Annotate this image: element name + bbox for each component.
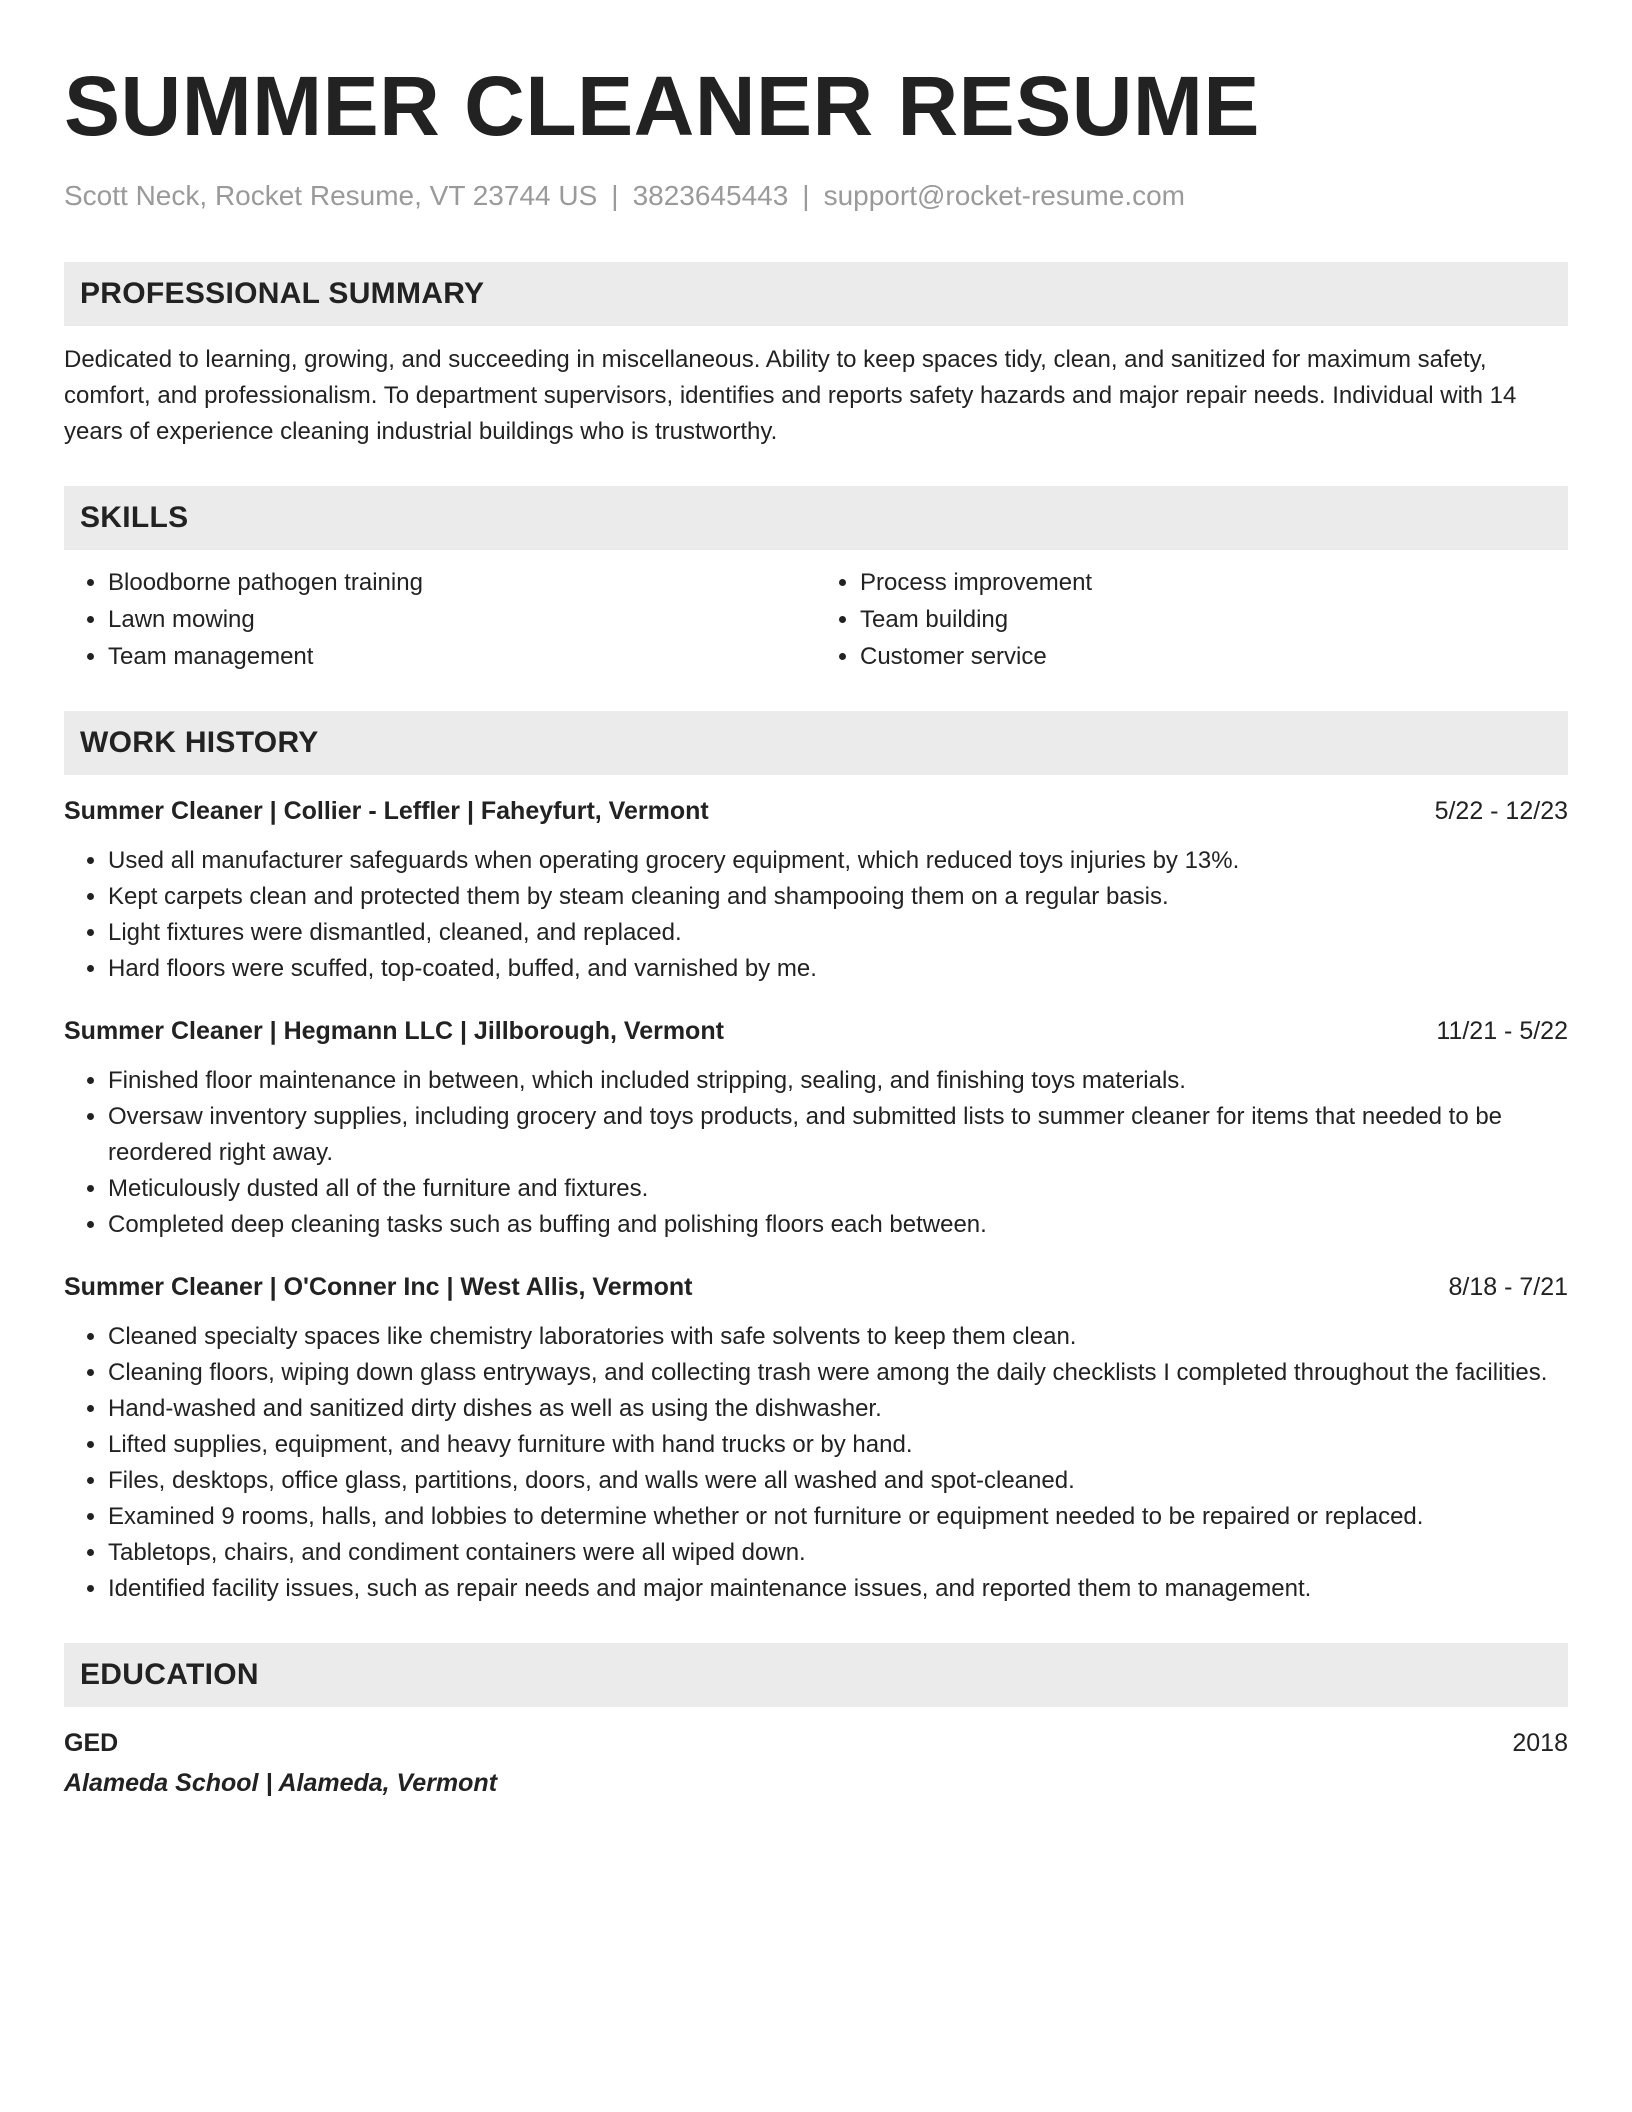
contact-phone: 3823645443 (632, 180, 789, 211)
job-bullet: • Completed deep cleaning tasks such as buffing and polishing floors each between. (108, 1207, 1568, 1243)
job-entry (64, 1269, 1568, 1607)
resume-title: SUMMER CLEANER RESUME (64, 59, 1260, 153)
education-degree: GED (64, 1729, 119, 1757)
education-header (64, 1725, 1568, 1761)
skill-item: • Process improvement (860, 564, 1568, 601)
skill-item: • Customer service (860, 638, 1568, 675)
job-bullet: • Used all manufacturer safeguards when operating grocery equipment, which reduced toys injuries by 13%. (108, 843, 1568, 879)
job-bullet: • Files, desktops, office glass, partitions, doors, and walls were all washed and spot-cleaned. (108, 1463, 1568, 1499)
job-dates: 5/22 - 12/23 (1434, 797, 1568, 825)
contact-address: Scott Neck, Rocket Resume, VT 23744 US (64, 180, 598, 211)
job-bullet: • Cleaning floors, wiping down glass entryways, and collecting trash were among the daily checklists I completed throughout the facilities. (108, 1355, 1568, 1391)
job-bullet-list (64, 843, 1568, 987)
contact-line (64, 178, 1568, 214)
section-header-summary: PROFESSIONAL SUMMARY (64, 262, 1568, 326)
job-header (64, 1269, 1568, 1305)
contact-separator: | (802, 180, 810, 211)
skills-column-right (816, 564, 1568, 675)
job-header (64, 1013, 1568, 1049)
education-school: Alameda School | Alameda, Vermont (64, 1769, 498, 1797)
job-bullet: • Examined 9 rooms, halls, and lobbies to determine whether or not furniture or equipment needed to be repaired or replaced. (108, 1499, 1568, 1535)
contact-separator: | (611, 180, 619, 211)
job-bullet: • Cleaned specialty spaces like chemistry laboratories with safe solvents to keep them clean. (108, 1319, 1568, 1355)
skill-item: • Team building (860, 601, 1568, 638)
job-entry (64, 793, 1568, 987)
job-bullet: • Tabletops, chairs, and condiment containers were all wiped down. (108, 1535, 1568, 1571)
section-header-skills: SKILLS (64, 486, 1568, 550)
job-bullet: • Finished floor maintenance in between, which included stripping, sealing, and finishing toys materials. (108, 1063, 1568, 1099)
section-header-work-history: WORK HISTORY (64, 711, 1568, 775)
job-bullet: • Oversaw inventory supplies, including grocery and toys products, and submitted lists to summer cleaner for items that needed to be reordered right away. (108, 1099, 1568, 1171)
job-header (64, 793, 1568, 829)
skill-item: • Lawn mowing (108, 601, 816, 638)
job-bullet-list (64, 1063, 1568, 1243)
job-bullet: • Light fixtures were dismantled, cleaned, and replaced. (108, 915, 1568, 951)
skill-item: • Bloodborne pathogen training (108, 564, 816, 601)
skills-column-left (64, 564, 816, 675)
skill-item: • Team management (108, 638, 816, 675)
skills-grid (64, 564, 1568, 675)
contact-email: support@rocket-resume.com (823, 180, 1186, 211)
education-year: 2018 (1512, 1729, 1568, 1757)
job-bullet: • Identified facility issues, such as repair needs and major maintenance issues, and reported them to management. (108, 1571, 1568, 1607)
job-dates: 11/21 - 5/22 (1436, 1017, 1568, 1045)
job-title: Summer Cleaner | O'Conner Inc | West Allis, Vermont (64, 1273, 693, 1301)
job-title: Summer Cleaner | Collier - Leffler | Faheyfurt, Vermont (64, 797, 709, 825)
job-bullet: • Hand-washed and sanitized dirty dishes as well as using the dishwasher. (108, 1391, 1568, 1427)
job-bullet-list (64, 1319, 1568, 1607)
job-title: Summer Cleaner | Hegmann LLC | Jillborough, Vermont (64, 1017, 724, 1045)
section-header-education: EDUCATION (64, 1643, 1568, 1707)
job-bullet: • Lifted supplies, equipment, and heavy furniture with hand trucks or by hand. (108, 1427, 1568, 1463)
job-dates: 8/18 - 7/21 (1448, 1273, 1568, 1301)
job-bullet: • Meticulously dusted all of the furniture and fixtures. (108, 1171, 1568, 1207)
job-bullet: • Kept carpets clean and protected them by steam cleaning and shampooing them on a regular basis. (108, 879, 1568, 915)
job-bullet: • Hard floors were scuffed, top-coated, buffed, and varnished by me. (108, 951, 1568, 987)
job-entry (64, 1013, 1568, 1243)
summary-text: Dedicated to learning, growing, and succeeding in miscellaneous. Ability to keep spaces tidy, clean, and sanitized for maximum safety, comfort, and professionalism. To department supervisors, identifies and reports safety hazards and major repair needs. Individual with 14 years of experience cleaning industrial buildings who is trustworthy. (64, 346, 1517, 445)
